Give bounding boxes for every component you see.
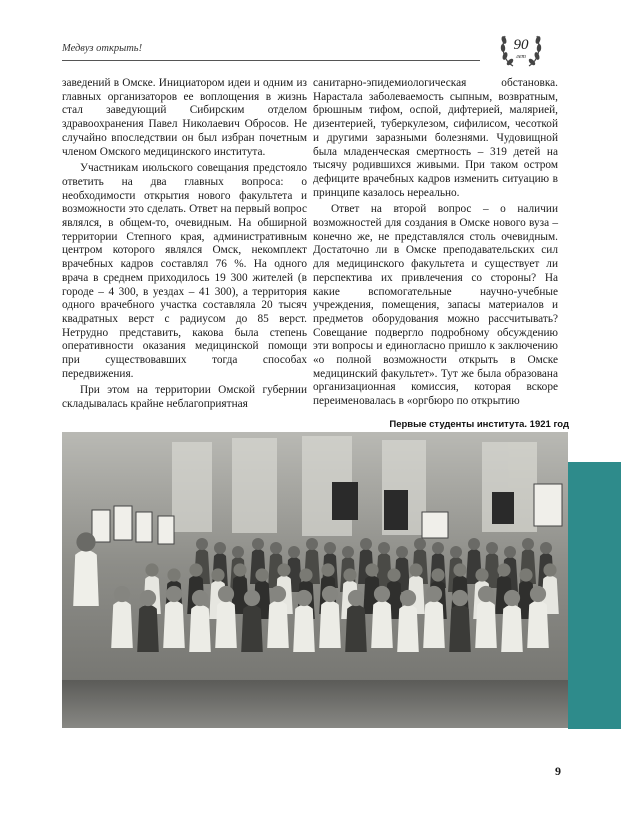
header-rule — [62, 60, 480, 61]
left-paragraph-1: заведений в Омске. Инициатором идеи и одним из главных организаторов ее воплощения в жизнь стал заведующий Сибирским отделом здравоохранения Павел Николаевич Обросов. Не случайно впоследствии он был избран почетным членом Омского медицинского института. — [62, 77, 307, 158]
header-title: Медвуз открыть! — [62, 43, 143, 54]
left-paragraph-2: Участникам июльского совещания предстояло ответить на два главных вопроса: о необходимости открытия нового факультета и возможности это сделать. Ответ на первый вопрос являлся, в общем-то, очевидным. На обширной территории Степного края, административным центром которого являлся Омск, некомплект врачебных кадров составлял 76 %. На одного врача в среднем приходилось 19 300 жителей (в городе – 4 300, в уездах – 41 300), а территория одного врачебного участка составляла 20 тысяч квадратных верст с радиусом до 85 верст. Нетрудно представить, какова была степень оперативности оказания медицинской помощи при существовавших тогда способах передвижения. — [62, 162, 307, 380]
emblem-subtext: лет — [516, 54, 526, 60]
right-column — [313, 77, 558, 409]
left-paragraph-3: При этом на территории Омской губернии складывалась крайне неблагоприятная — [62, 384, 307, 411]
right-paragraph-1: санитарно-эпидемиологическая обстановка. Нарастала заболеваемость сыпным, возвратным, брюшным тифом, оспой, дифтерией, малярией, дизентерией, туберкулезом, сифилисом, чесоткой и другими заразными болезнями. Чудовищной была младенческая смертность – 319 детей на тысячу родившихся живыми. При таком остром дефиците врачебных кадров изменить ситуацию в принципе казалось нереально. — [313, 77, 558, 199]
emblem-number: 90 — [513, 37, 529, 53]
right-paragraph-2: Ответ на второй вопрос – о наличии возможностей для создания в Омске нового вуза – конечно же, не представлялся столь очевидным. Достаточно ли в Омске преподавательских сил для медицинского факультета и существует ли перспектива их привлечения со стороны? На какие вспомогательные научно-учебные учреждения, помещения, запасы материалов и предметов оборудования можно рассчитывать? Совещание подвергло подробному обсуждению эти вопросы и единогласно пришло к заключению «о полной возможности открыть в Омске медицинский факультет». Тут же была образована организационная комиссия, которая вскоре переименовалась в «оргбюро по открытию — [313, 203, 558, 408]
group-photo — [62, 432, 568, 728]
page-number: 9 — [555, 764, 561, 778]
left-column — [62, 77, 307, 412]
anniversary-emblem — [495, 22, 547, 74]
teal-accent-bar — [568, 462, 621, 729]
photo-caption: Первые студенты института. 1921 год — [389, 419, 569, 430]
